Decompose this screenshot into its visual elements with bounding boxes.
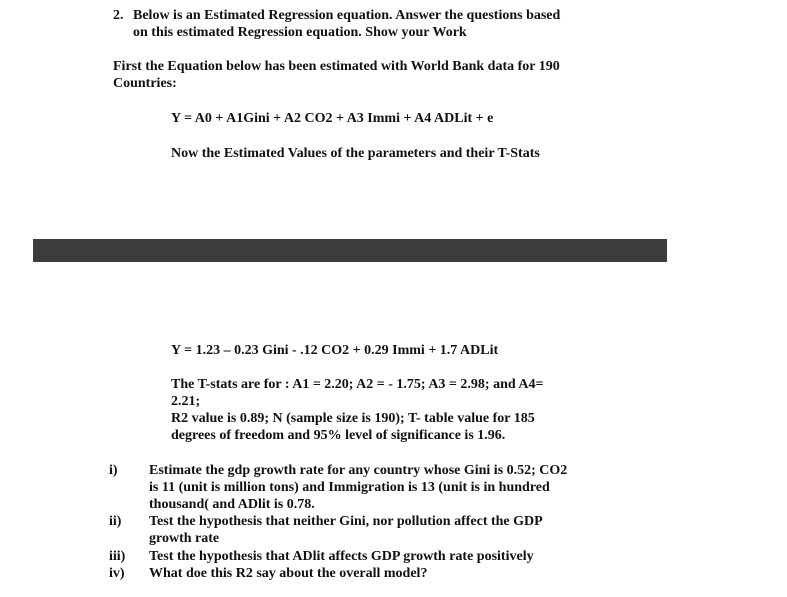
subquestion-text: Estimate the gdp growth rate for any country whose Gini is 0.52; CO2 is 11 (unit is million tons) and Immigration is 13 (unit is in hundred thousand( and ADlit is 0.78. <box>149 463 568 512</box>
model-equation: Y = A0 + A1Gini + A2 CO2 + A3 Immi + A4 ADLit + e <box>171 111 494 126</box>
subquestion-text: Test the hypothesis that ADlit affects GDP growth rate positively <box>149 549 534 564</box>
question-text-line-2: on this estimated Regression equation. Show your Work <box>133 25 467 40</box>
subquestion-number: i) <box>109 463 118 478</box>
subquestion-text: Test the hypothesis that neither Gini, nor pollution affect the GDP growth rate <box>149 514 542 546</box>
image-placeholder-bar <box>33 239 667 262</box>
subquestion-number: ii) <box>109 514 122 529</box>
subquestion-text: What doe this R2 say about the overall model? <box>149 566 428 581</box>
estimated-equation: Y = 1.23 – 0.23 Gini - .12 CO2 + 0.29 Immi + 1.7 ADLit <box>171 343 499 358</box>
tstats-line-2: 2.21; <box>171 394 201 409</box>
estimated-values-heading: Now the Estimated Values of the parameters and their T-Stats <box>171 146 540 161</box>
r2-line-1: R2 value is 0.89; N (sample size is 190); T- table value for 185 <box>171 411 535 426</box>
intro-text-line-2: Countries: <box>113 76 177 91</box>
tstats-line-1: The T-stats are for : A1 = 2.20; A2 = - 1.75; A3 = 2.98; and A4= <box>171 377 544 392</box>
intro-text-line-1: First the Equation below has been estimated with World Bank data for 190 <box>113 59 560 74</box>
question-text-line-1: Below is an Estimated Regression equation. Answer the questions based <box>133 8 561 23</box>
subquestion-number: iii) <box>109 549 126 564</box>
r2-line-2: degrees of freedom and 95% level of significance is 1.96. <box>171 428 506 443</box>
subquestion-number: iv) <box>109 566 125 581</box>
question-number: 2. <box>113 8 124 23</box>
